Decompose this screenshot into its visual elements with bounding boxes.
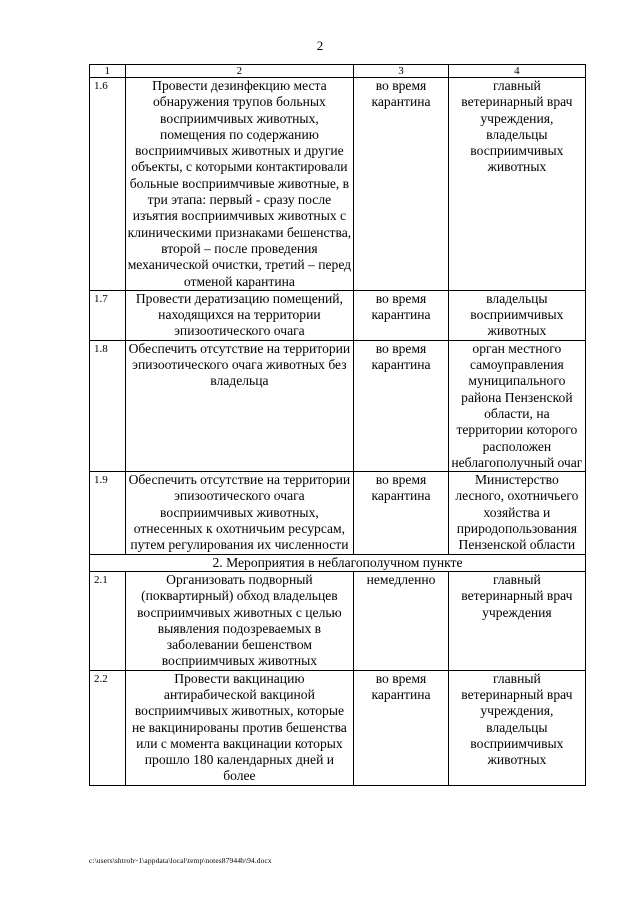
row-responsible: орган местного самоуправления муниципального района Пензенской области, на территории которого расположен неблагополучный очаг: [448, 340, 585, 471]
row-term: во время карантина: [354, 472, 449, 554]
row-term: во время карантина: [354, 78, 449, 291]
row-action: Провести дератизацию помещений, находящихся на территории эпизоотического очага: [125, 290, 354, 340]
row-action: Провести дезинфекцию места обнаружения трупов больных восприимчивых животных, помещения по содержанию восприимчивых животных и другие объекты, с которыми контактировали больные восприимчивые животные, в три этапа: первый - сразу после изъятия восприимчивых животных с клиническими признаками бешенства, второй – после проведения механической очистки, третий – перед отменой карантина: [125, 78, 354, 291]
file-path-footer: c:\users\shtroh~1\appdata\local\temp\notes87944b\94.docx: [89, 856, 272, 865]
row-responsible: главный ветеринарный врач учреждения: [448, 571, 585, 670]
table-row: [90, 571, 586, 670]
header-col-3: 3: [354, 65, 449, 78]
row-responsible: Министерство лесного, охотничьего хозяйства и природопользования Пензенской области: [448, 472, 585, 554]
table-row: [90, 340, 586, 471]
row-action: Организовать подворный (поквартирный) обход владельцев восприимчивых животных с целью выявления подозреваемых в заболевании бешенством восприимчивых животных: [125, 571, 354, 670]
row-number: 1.9: [90, 472, 126, 554]
header-col-1: 1: [90, 65, 126, 78]
row-number: 1.6: [90, 78, 126, 291]
table-row: [90, 290, 586, 340]
row-action: Провести вакцинацию антирабической вакциной восприимчивых животных, которые не вакцинированы против бешенства или с момента вакцинации которых прошло 180 календарных дней и более: [125, 670, 354, 785]
row-responsible: главный ветеринарный врач учреждения, владельцы восприимчивых животных: [448, 78, 585, 291]
table-header-row: [90, 65, 586, 78]
section-title: 2. Мероприятия в неблагополучном пункте: [90, 554, 586, 571]
row-term: немедленно: [354, 571, 449, 670]
row-responsible: владельцы восприимчивых животных: [448, 290, 585, 340]
row-number: 1.8: [90, 340, 126, 471]
measures-table: [89, 64, 586, 786]
row-term: во время карантина: [354, 290, 449, 340]
page-number: 2: [316, 38, 324, 53]
row-term: во время карантина: [354, 670, 449, 785]
table-row: [90, 670, 586, 785]
table-row: [90, 472, 586, 554]
row-action: Обеспечить отсутствие на территории эпизоотического очага восприимчивых животных, отнесенных к охотничьим ресурсам, путем регулирования их численности: [125, 472, 354, 554]
row-number: 2.1: [90, 571, 126, 670]
header-col-4: 4: [448, 65, 585, 78]
row-term: во время карантина: [354, 340, 449, 471]
row-action: Обеспечить отсутствие на территории эпизоотического очага животных без владельца: [125, 340, 354, 471]
row-number: 1.7: [90, 290, 126, 340]
section-header-row: [90, 554, 586, 571]
row-responsible: главный ветеринарный врач учреждения, владельцы восприимчивых животных: [448, 670, 585, 785]
table-row: [90, 78, 586, 291]
row-number: 2.2: [90, 670, 126, 785]
header-col-2: 2: [125, 65, 354, 78]
